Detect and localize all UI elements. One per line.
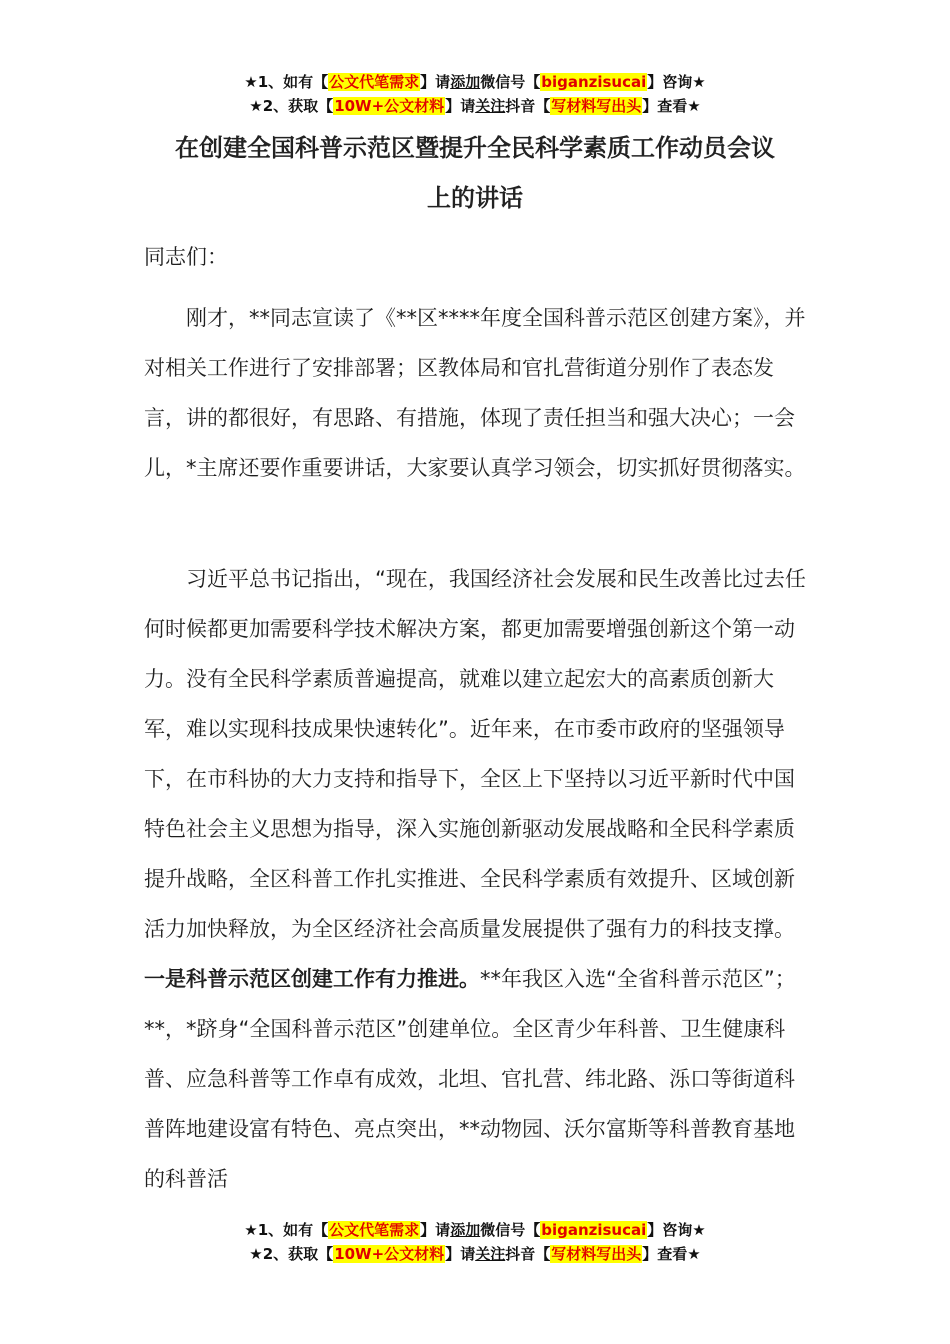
paragraph-1: 刚才，**同志宣读了《**区****年度全国科普示范区创建方案》，并对相关工作进行了安排部署；区教体局和官扎营街道分别作了表态发言，讲的都很好，有思路、有措施，体现了责任担当和强大决心；一会儿，*主席还要作重要讲话，大家要认真学习领会，切实抓好贯彻落实。: [144, 306, 806, 480]
banner-highlight: 公文代笔需求: [329, 73, 420, 91]
banner-line-1: [0, 1218, 950, 1242]
footer-banner: [0, 1218, 950, 1266]
banner-text: 抖音【: [505, 97, 551, 115]
banner-highlight: 10W+公文材料: [334, 1245, 445, 1263]
banner-highlight: 10W+公文材料: [334, 97, 445, 115]
banner-text: ★1、如有【: [244, 73, 329, 91]
banner-highlight: 公文代笔需求: [329, 1221, 420, 1239]
banner-highlight: biganzisucai: [541, 1221, 647, 1239]
document-title: [100, 123, 850, 223]
banner-line-2: [0, 94, 950, 118]
title-line-1: 在创建全国科普示范区暨提升全民科学素质工作动员会议: [175, 134, 775, 162]
banner-text: 微信号【: [480, 73, 541, 91]
paragraph-2: [144, 554, 806, 1204]
banner-text: ★2、获取【: [249, 1245, 334, 1263]
banner-line-2: [0, 1242, 950, 1266]
banner-text: 】查看★: [642, 97, 701, 115]
banner-text: 】请: [420, 73, 451, 91]
banner-underline: 关注: [475, 1245, 506, 1263]
title-line-2: 上的讲话: [427, 184, 523, 212]
banner-underline: 添加: [450, 1221, 481, 1239]
banner-highlight: biganzisucai: [541, 73, 647, 91]
banner-line-1: [0, 70, 950, 94]
banner-underline: 关注: [475, 97, 506, 115]
banner-text: 微信号【: [480, 1221, 541, 1239]
header-banner: [0, 70, 950, 118]
banner-text: 】咨询★: [647, 73, 706, 91]
banner-text: 抖音【: [505, 1245, 551, 1263]
banner-text: 】查看★: [642, 1245, 701, 1263]
banner-underline: 添加: [450, 73, 481, 91]
banner-highlight: 写材料写出头: [551, 97, 642, 115]
paragraph-2-text-1: 习近平总书记指出，“现在，我国经济社会发展和民生改善比过去任何时候都更加需要科学技术解决方案，都更加需要增强创新这个第一动力。没有全民科学素质普遍提高，就难以建立起宏大的高素质创新大军，难以实现科技成果快速转化”。近年来，在市委市政府的坚强领导下，在市科协的大力支持和指导下，全区上下坚持以习近平新时代中国特色社会主义思想为指导，深入实施创新驱动发展战略和全民科学素质提升战略，全区科普工作扎实推进、全民科学素质有效提升、区域创新活力加快释放，为全区经济社会高质量发展提供了强有力的科技支撑。: [144, 567, 806, 941]
greeting: 同志们：: [144, 245, 228, 269]
paragraph-2-bold: 一是科普示范区创建工作有力推进。: [144, 967, 480, 991]
banner-text: 】咨询★: [647, 1221, 706, 1239]
banner-text: 】请: [420, 1221, 451, 1239]
banner-text: 】请: [445, 97, 476, 115]
banner-text: ★1、如有【: [244, 1221, 329, 1239]
banner-text: 】请: [445, 1245, 476, 1263]
banner-text: ★2、获取【: [249, 97, 334, 115]
paragraph-2-text-2: **年我区入选“全省科普示范区”；**，*跻身“全国科普示范区”创建单位。全区青少年科普、卫生健康科普、应急科普等工作卓有成效，北坦、官扎营、纬北路、泺口等街道科普阵地建设富有特色、亮点突出，**动物园、沃尔富斯等科普教育基地的科普活: [144, 967, 796, 1191]
banner-highlight: 写材料写出头: [551, 1245, 642, 1263]
